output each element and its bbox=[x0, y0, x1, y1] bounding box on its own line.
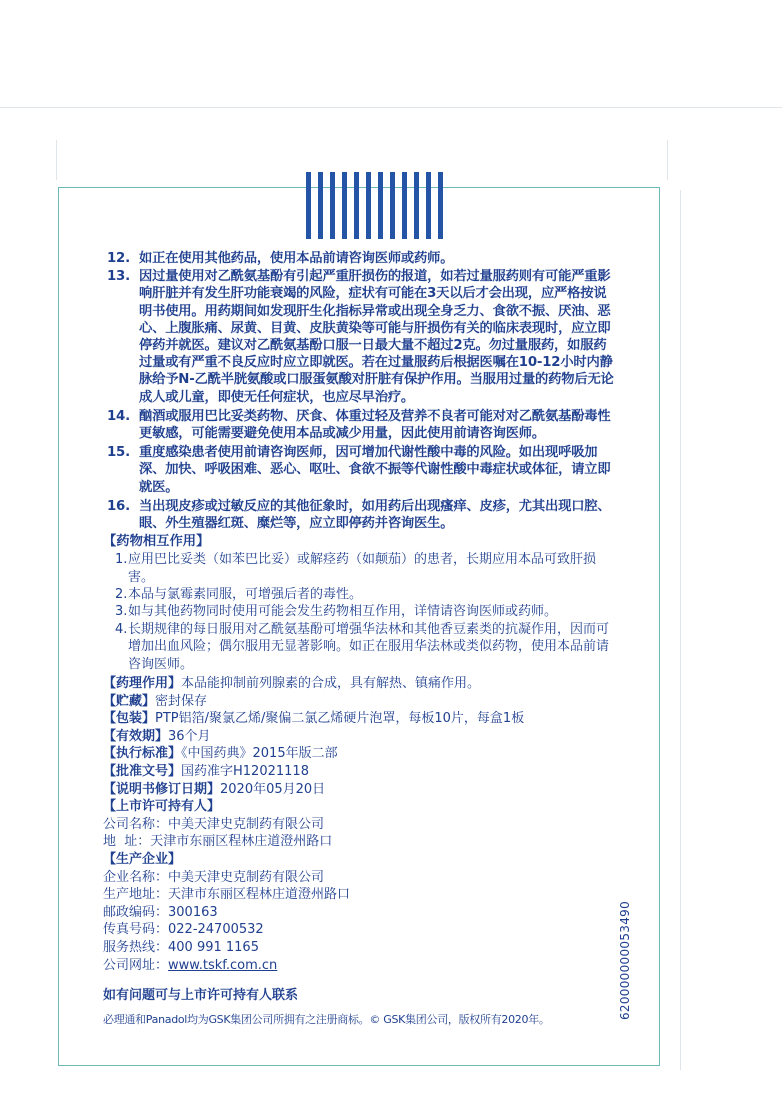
mah-heading: 【上市许可持有人】 bbox=[103, 799, 221, 815]
product-code: 620000000053490 bbox=[618, 900, 632, 1020]
interaction-item: 4. 长期规律的每日服用对乙酰氨基酚可增强华法林和其他香豆素类的抗凝作用，因而可增加出血风险；偶尔服用无显著影响。如正在服用华法林或类似药物，使用本品前请咨询医师。 bbox=[115, 621, 610, 672]
interaction-item: 1. 应用巴比妥类（如苯巴比妥）或解痉药（如颠茄）的患者，长期应用本品可致肝损害。 bbox=[115, 552, 597, 585]
interaction-item: 2. 本品与氯霉素同服，可增强后者的毒性。 bbox=[115, 587, 363, 603]
standard-row: 【执行标准】《中国药典》2015年版二部 bbox=[103, 746, 338, 762]
manufacturer-line: 传真号码：022-24700532 bbox=[103, 922, 264, 938]
interaction-item: 3. 如与其他药物同时使用可能会发生药物相互作用，详情请咨询医师或药师。 bbox=[115, 604, 558, 620]
right-edge-line bbox=[680, 190, 681, 1070]
right-fold-line bbox=[667, 140, 668, 180]
revision-date-row: 【说明书修订日期】2020年05月20日 bbox=[103, 781, 326, 797]
approval-row: 【批准文号】国药准字H12021118 bbox=[103, 764, 309, 780]
manufacturer-line: 邮政编码：300163 bbox=[103, 904, 218, 920]
manufacturer-line: 企业名称：中美天津史克制药有限公司 bbox=[103, 869, 325, 885]
leaflet-content bbox=[103, 250, 618, 1027]
packaging-row: 【包装】PTP铝箔/聚氯乙烯/聚偏二氯乙烯硬片泡罩，每板10片，每盒1板 bbox=[103, 711, 525, 727]
manufacturer-line: 服务热线：400 991 1165 bbox=[103, 940, 259, 955]
barcode-graphic bbox=[306, 172, 443, 239]
left-fold-line bbox=[56, 140, 57, 180]
trademark-notice: 必理通和Panadol均为GSK集团公司所拥有之注册商标。© GSK集团公司，版权所有2020年。 bbox=[103, 1013, 550, 1027]
precaution-item: 16. 当出现皮疹或过敏反应的其他征象时，如用药后出现瘙痒、皮疹，尤其出现口腔、眼、外生殖器红斑、糜烂等，应立即停药并咨询医生。 bbox=[107, 498, 611, 532]
website-row: 公司网址：www.tskf.com.cn bbox=[103, 957, 278, 973]
interactions-heading: 【药物相互作用】 bbox=[103, 534, 210, 550]
precaution-item: 13. 因过量使用对乙酰氨基酚有引起严重肝损伤的报道，如若过量服药则有可能严重影响肝脏并有发生肝功能衰竭的风险，症状有可能在3天以后才会出现，应严格按说明书使用。用药期间如发现肝生化指标异常或出现全身乏力、食欲不振、厌油、恶心、上腹胀痛、尿黄、目黄、皮肤黄染等可能与肝损伤有关的临床表现时，应立即停药并就医。建议对乙酰氨基酚口服一日最大量不超过2克。勿过量服药，如服药过量或有严重不良反应时应立即就医。若在过量服药后根据医嘱在10-12小时内静脉给予N-乙酰半胱氨酸或口服蛋氨酸对肝脏有保护作用。当服用过量的药物后无论成人或儿童，即使无任何症状，也应尽早治疗。 bbox=[107, 269, 614, 405]
mah-line: 地 址：天津市东丽区程林庄道澄州路口 bbox=[103, 834, 333, 850]
mah-line: 公司名称：中美天津史克制药有限公司 bbox=[103, 816, 325, 832]
shelf-life-row: 【有效期】36个月 bbox=[103, 728, 211, 744]
precaution-item: 15. 重度感染患者使用前请咨询医师，因可增加代谢性酸中毒的风险。如出现呼吸加深、加快、呼吸困难、恶心、呕吐、食欲不振等代谢性酸中毒症状或体征，请立即就医。 bbox=[107, 445, 611, 495]
manufacturer-line: 生产地址：天津市东丽区程林庄道澄州路口 bbox=[103, 887, 351, 903]
storage-row: 【贮藏】密封保存 bbox=[103, 693, 208, 709]
interactions-list bbox=[103, 551, 618, 673]
website-link[interactable]: www.tskf.com.cn bbox=[168, 957, 278, 973]
top-fold-line bbox=[0, 107, 782, 108]
precaution-item: 14. 酗酒或服用巴比妥类药物、厌食、体重过轻及营养不良者可能对对乙酰氨基酚毒性更敏感，可能需要避免使用本品或减少用量，因此使用前请咨询医师。 bbox=[107, 408, 611, 442]
precaution-item: 12. 如正在使用其他药品，使用本品前请咨询医师或药师。 bbox=[107, 251, 454, 266]
precautions-list bbox=[103, 250, 618, 532]
manufacturer-heading: 【生产企业】 bbox=[103, 852, 182, 868]
info-rows bbox=[103, 675, 618, 974]
pharmacology-row: 【药理作用】本品能抑制前列腺素的合成，具有解热、镇痛作用。 bbox=[103, 676, 481, 692]
contact-note: 如有问题可与上市许可持有人联系 bbox=[103, 988, 299, 1004]
